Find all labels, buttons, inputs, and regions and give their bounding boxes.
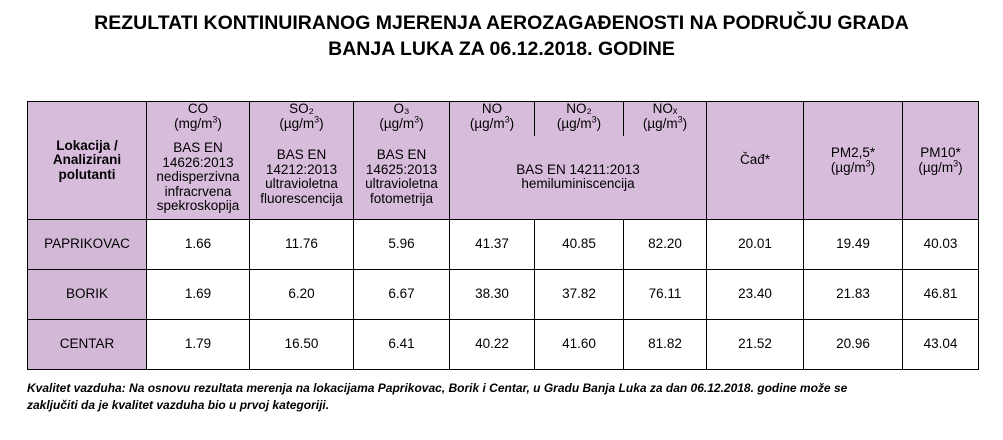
col-header-co: [147, 102, 250, 136]
method-line: BAS EN: [376, 147, 427, 163]
value-cell: 6.67: [354, 270, 450, 320]
air-quality-note: [27, 380, 982, 414]
value-cell: 6.41: [354, 320, 450, 370]
col-name: NOₓ: [652, 101, 678, 116]
value-cell: 20.01: [707, 220, 804, 270]
corner-header-line: Lokacija /: [56, 137, 118, 153]
value-cell: 16.50: [250, 320, 354, 370]
col-unit: $(mg/m^3)$: [174, 114, 222, 131]
col-header-pm10: [903, 102, 979, 220]
value-cell: 1.69: [147, 270, 250, 320]
method-line: spekroskopija: [156, 198, 240, 213]
value-cell: 37.82: [535, 270, 624, 320]
col-unit: $(\mu g/m^3)$: [469, 114, 515, 131]
col-unit: $(\mu g/m^3)$: [379, 114, 424, 131]
value-cell: 23.40: [707, 270, 804, 320]
col-header-cad: [707, 102, 804, 220]
value-cell: 11.76: [250, 220, 354, 270]
title-line-2: BANJA LUKA ZA 06.12.2018. GODINE: [328, 38, 675, 60]
value-cell: 5.96: [354, 220, 450, 270]
col-name: Čađ*: [739, 152, 771, 168]
value-cell: 41.60: [535, 320, 624, 370]
method-line: 14625:2013: [365, 161, 438, 177]
col-header-o3: [354, 102, 450, 136]
table-row: [28, 270, 979, 320]
col-header-pm25: [804, 102, 903, 220]
location-cell: PAPRIKOVAC: [28, 220, 147, 270]
method-line: fotometrija: [369, 190, 434, 206]
method-line: fluorescencija: [260, 190, 343, 206]
value-cell: 19.49: [804, 220, 903, 270]
value-cell: 46.81: [903, 270, 979, 320]
value-cell: 40.03: [903, 220, 979, 270]
method-line: ultravioletna: [365, 176, 438, 192]
method-line: nedisperzivna: [156, 169, 240, 184]
method-line: hemiluminiscencija: [521, 176, 635, 192]
measurement-table: [27, 101, 979, 370]
value-cell: 43.04: [903, 320, 979, 370]
location-cell: BORIK: [28, 270, 147, 320]
value-cell: 40.85: [535, 220, 624, 270]
col-unit: $(\mu g/m^3)$: [918, 158, 963, 175]
method-line: 14212:2013: [265, 161, 338, 177]
corner-header-line: polutanti: [58, 166, 116, 182]
col-name: SO₂: [289, 101, 314, 116]
col-header-no2: [535, 102, 624, 136]
value-cell: 6.20: [250, 270, 354, 320]
corner-header-cell: [28, 102, 147, 220]
method-line: BAS EN: [173, 140, 223, 155]
col-name: NO: [481, 101, 503, 116]
col-unit: $(\mu g/m^3)$: [642, 114, 688, 131]
method-line: 14626:2013: [162, 154, 234, 170]
value-cell: 41.37: [450, 220, 535, 270]
note-line-2: zaključiti da je kvalitet vazduha bio u prvoj kategoriji.: [27, 398, 330, 412]
method-so2: [250, 136, 354, 220]
value-cell: 76.11: [624, 270, 707, 320]
value-cell: 38.30: [450, 270, 535, 320]
col-name: PM10*: [920, 145, 961, 160]
method-o3: [354, 136, 450, 220]
col-name: CO: [187, 101, 209, 116]
col-name: PM2,5*: [830, 145, 876, 160]
corner-header-line: Analizirani: [52, 152, 122, 168]
col-unit: $(\mu g/m^3)$: [556, 114, 602, 131]
value-cell: 21.52: [707, 320, 804, 370]
col-unit: $(\mu g/m^3)$: [830, 158, 876, 175]
table-row: [28, 220, 979, 270]
value-cell: 81.82: [624, 320, 707, 370]
value-cell: 21.83: [804, 270, 903, 320]
col-unit: $(\mu g/m^3)$: [279, 114, 324, 131]
method-co: [147, 136, 250, 220]
method-line: ultravioletna: [265, 176, 338, 192]
value-cell: 82.20: [624, 220, 707, 270]
method-nox: [450, 136, 707, 220]
col-header-so2: [250, 102, 354, 136]
col-name: O₃: [393, 101, 410, 116]
note-line-1: Kvalitet vazduha: Na osnovu rezultata merenja na lokacijama Paprikovac, Borik i Centar, u Gradu Banja Luka za dan 06.12.2018. godine može se: [27, 381, 848, 395]
col-header-no: [450, 102, 535, 136]
data-rows: [28, 220, 979, 370]
value-cell: 1.79: [147, 320, 250, 370]
value-cell: 40.22: [450, 320, 535, 370]
title-line-1: REZULTATI KONTINUIRANOG MJERENJA AEROZAGAĐENOSTI NA PODRUČJU GRADA: [94, 12, 909, 34]
page-title: [0, 10, 1003, 62]
value-cell: 20.96: [804, 320, 903, 370]
value-cell: 1.66: [147, 220, 250, 270]
method-line: infracrvena: [164, 183, 232, 199]
col-name: NO₂: [566, 101, 592, 116]
method-line: BAS EN 14211:2013: [516, 161, 640, 177]
table-row: [28, 320, 979, 370]
location-cell: CENTAR: [28, 320, 147, 370]
method-line: BAS EN: [276, 147, 327, 163]
col-header-nox: [624, 102, 707, 136]
